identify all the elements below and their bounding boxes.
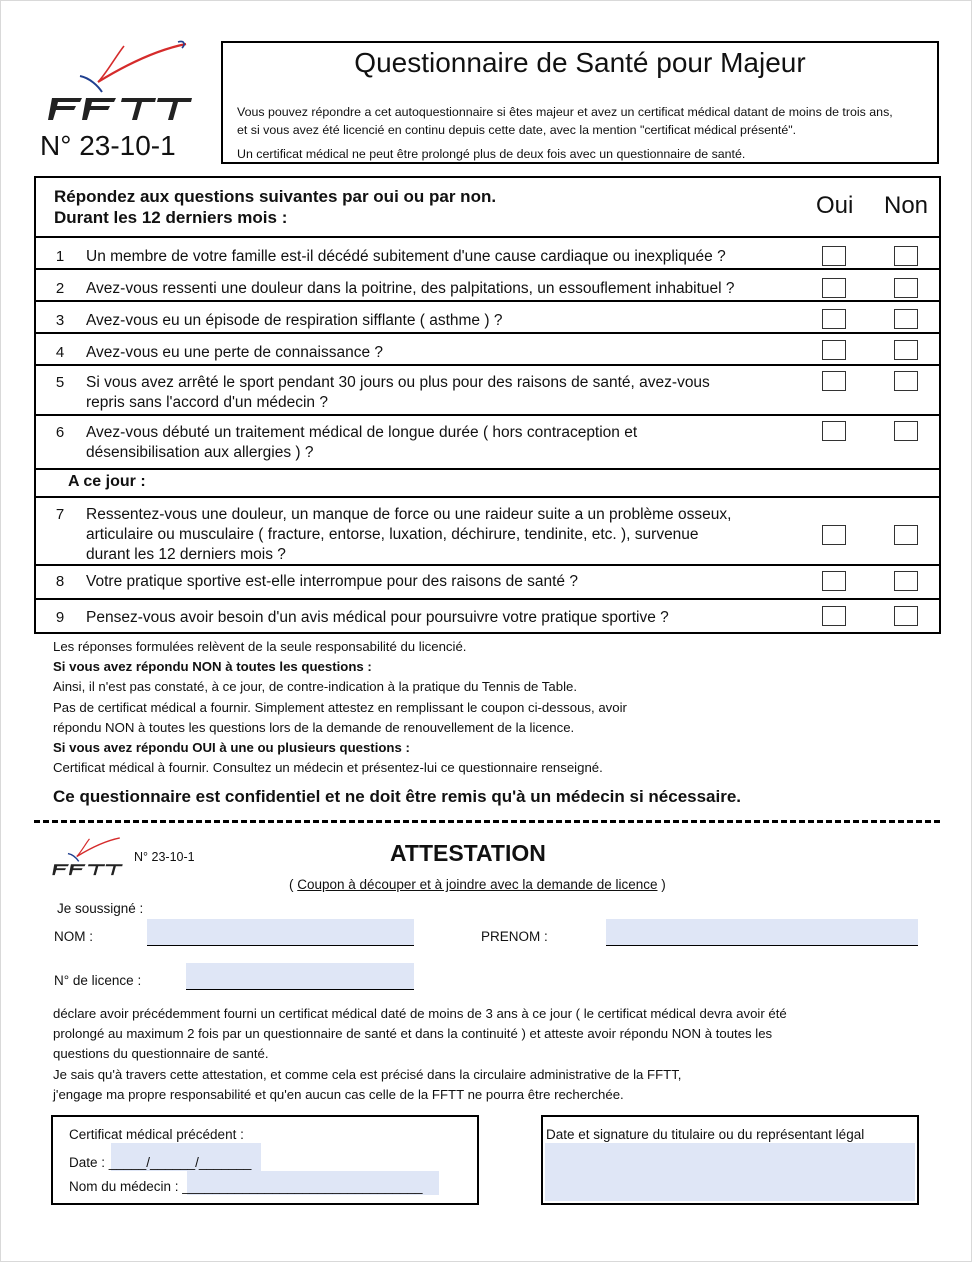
- question-number: 6: [55, 424, 65, 441]
- attestation-title: ATTESTATION: [390, 840, 546, 866]
- question-text: Votre pratique sportive est-elle interrompue pour des raisons de santé ?: [86, 573, 578, 590]
- intro-line-2: et si vous avez été licencié en continu depuis cette date, avec la mention "certificat médical présenté".: [237, 123, 797, 137]
- intro-line-1: Vous pouvez répondre a cet autoquestionnaire si êtes majeur et avez un certificat médical datant de moins de trois ans,: [237, 105, 893, 119]
- signature-box: [541, 1115, 919, 1205]
- column-header-yes: Oui: [816, 192, 854, 219]
- checkbox-yes-q2[interactable]: [822, 278, 846, 298]
- question-number: 5: [55, 374, 65, 391]
- question-text: [86, 423, 637, 463]
- note-heading-yes-text: Si vous avez répondu OUI à une ou plusieurs questions :: [53, 740, 410, 756]
- body-line: Je sais qu'à travers cette attestation, et comme cela est précisé dans la circulaire administrative de la FFTT,: [53, 1066, 682, 1082]
- column-header-no: Non: [884, 192, 929, 219]
- instructions-line-2: Durant les 12 derniers mois :: [54, 208, 288, 227]
- checkbox-no-q1[interactable]: [894, 246, 918, 266]
- note-heading-no: [53, 657, 627, 677]
- prenom-field[interactable]: [606, 919, 918, 946]
- question-number: 3: [55, 312, 65, 329]
- question-text: [86, 505, 731, 565]
- note-line: répondu NON à toutes les questions lors de la demande de renouvellement de la licence.: [53, 719, 575, 735]
- row-divider: [36, 468, 939, 470]
- checkbox-no-q9[interactable]: [894, 606, 918, 626]
- questionnaire-table: [34, 176, 941, 634]
- nom-field[interactable]: [147, 919, 414, 946]
- signature-label: Date et signature du titulaire ou du représentant légal: [546, 1127, 865, 1142]
- attestation-subtitle: [289, 877, 666, 892]
- note-line: Ainsi, il n'est pas constaté, à ce jour, de contre-indication à la pratique du Tennis de Table.: [53, 679, 577, 695]
- intro-line-3: Un certificat médical ne peut être prolongé plus de deux fois avec un questionnaire de santé.: [237, 147, 746, 161]
- cut-line: [34, 820, 940, 823]
- attestation-body: [53, 1004, 853, 1105]
- note-line: Pas de certificat médical a fournir. Simplement attestez en remplissant le coupon ci-dessous, avoir: [53, 699, 627, 715]
- subtitle-paren-close: ): [657, 877, 666, 892]
- licence-field[interactable]: [186, 963, 414, 990]
- document-number: N° 23-10-1: [40, 130, 176, 161]
- row-divider: [36, 364, 939, 366]
- row-divider: [36, 496, 939, 498]
- checkbox-yes-q4[interactable]: [822, 340, 846, 360]
- checkbox-yes-q3[interactable]: [822, 309, 846, 329]
- certificate-label: Certificat médical précédent :: [69, 1127, 244, 1142]
- row-divider: [36, 300, 939, 302]
- checkbox-yes-q5[interactable]: [822, 371, 846, 391]
- question-number: 9: [55, 609, 65, 626]
- row-divider: [36, 332, 939, 334]
- prenom-label: PRENOM :: [481, 929, 548, 944]
- question-number: 7: [55, 506, 65, 523]
- body-line: déclare avoir précédemment fourni un certificat médical daté de moins de 3 ans à ce jour ( le certificat médical devra avoir été: [53, 1006, 787, 1021]
- checkbox-yes-q1[interactable]: [822, 246, 846, 266]
- question-number: 1: [55, 248, 65, 265]
- instructions: [54, 186, 496, 228]
- subtitle-paren-open: (: [289, 877, 298, 892]
- checkbox-yes-q7[interactable]: [822, 525, 846, 545]
- notes: [53, 637, 627, 778]
- question-text: Avez-vous eu un épisode de respiration sifflante ( asthme ) ?: [86, 312, 503, 329]
- question-number: 8: [55, 573, 65, 590]
- checkbox-no-q6[interactable]: [894, 421, 918, 441]
- row-divider: [36, 598, 939, 600]
- page-title: Questionnaire de Santé pour Majeur: [354, 47, 806, 78]
- checkbox-no-q4[interactable]: [894, 340, 918, 360]
- question-text-line: Ressentez-vous une douleur, un manque de force ou une raideur suite a un problème osseux,: [86, 506, 732, 523]
- question-text-line: durant les 12 derniers mois ?: [86, 546, 286, 563]
- note-line: Les réponses formulées relèvent de la seule responsabilité du licencié.: [53, 639, 467, 654]
- checkbox-no-q2[interactable]: [894, 278, 918, 298]
- question-text: Avez-vous ressenti une douleur dans la poitrine, des palpitations, un essouflement inhabituel ?: [86, 280, 735, 297]
- question-number: 2: [55, 280, 65, 297]
- question-text: Pensez-vous avoir besoin d'un avis médical pour poursuivre votre pratique sportive ?: [86, 609, 669, 626]
- question-number: 4: [55, 344, 65, 361]
- fftt-logo: [46, 36, 196, 126]
- signature-field[interactable]: [545, 1143, 915, 1201]
- nom-label: NOM :: [54, 929, 93, 944]
- checkbox-no-q8[interactable]: [894, 571, 918, 591]
- checkbox-yes-q8[interactable]: [822, 571, 846, 591]
- date-label: Date : _____/______/_______: [69, 1155, 252, 1170]
- attestation-number: N° 23-10-1: [134, 850, 195, 864]
- note-line: Certificat médical à fournir. Consultez un médecin et présentez-lui ce questionnaire renseigné.: [53, 760, 603, 776]
- question-text: Un membre de votre famille est-il décédé subitement d'une cause cardiaque ou inexpliquée ?: [86, 248, 726, 265]
- question-text: Avez-vous eu une perte de connaissance ?: [86, 344, 383, 361]
- subtitle-text: Coupon à découper et à joindre avec la demande de licence: [297, 877, 658, 892]
- body-line: prolongé au maximum 2 fois par un questionnaire de santé et dans la continuité ) et atteste avoir répondu NON à toutes les: [53, 1026, 773, 1042]
- checkbox-no-q7[interactable]: [894, 525, 918, 545]
- question-text-line: Si vous avez arrêté le sport pendant 30 jours ou plus pour des raisons de santé, avez-vous: [86, 374, 710, 391]
- question-text-line: repris sans l'accord d'un médecin ?: [86, 394, 328, 411]
- body-line: j'engage ma propre responsabilité et qu'en aucun cas celle de la FFTT ne pourra être recherchée.: [53, 1086, 624, 1102]
- licence-label: N° de licence :: [54, 973, 142, 988]
- note-heading-no-text: Si vous avez répondu NON à toutes les questions :: [53, 659, 372, 675]
- row-divider: [36, 268, 939, 270]
- checkbox-yes-q6[interactable]: [822, 421, 846, 441]
- doctor-label: Nom du médecin : ________________________________: [69, 1179, 423, 1194]
- question-text-line: articulaire ou musculaire ( fracture, entorse, luxation, déchirure, tendinite, etc. ), survenue: [86, 526, 699, 543]
- confidential-notice: Ce questionnaire est confidentiel et ne doit être remis qu'à un médecin si nécessaire.: [53, 787, 742, 806]
- undersigned-label: Je soussigné :: [57, 901, 144, 916]
- question-text-line: Avez-vous débuté un traitement médical de longue durée ( hors contraception et: [86, 424, 638, 441]
- question-text-line: désensibilisation aux allergies ) ?: [86, 444, 314, 461]
- checkbox-no-q3[interactable]: [894, 309, 918, 329]
- section-heading-today: A ce jour :: [68, 473, 146, 490]
- certificate-box: [51, 1115, 479, 1205]
- checkbox-no-q5[interactable]: [894, 371, 918, 391]
- instructions-line-1: Répondez aux questions suivantes par oui ou par non.: [54, 187, 497, 206]
- body-line: questions du questionnaire de santé.: [53, 1046, 269, 1062]
- checkbox-yes-q9[interactable]: [822, 606, 846, 626]
- question-text: [86, 373, 710, 413]
- fftt-logo-small: [50, 834, 126, 878]
- row-divider: [36, 414, 939, 416]
- note-heading-yes: [53, 738, 627, 758]
- header-box: [221, 41, 939, 164]
- row-divider: [36, 236, 939, 238]
